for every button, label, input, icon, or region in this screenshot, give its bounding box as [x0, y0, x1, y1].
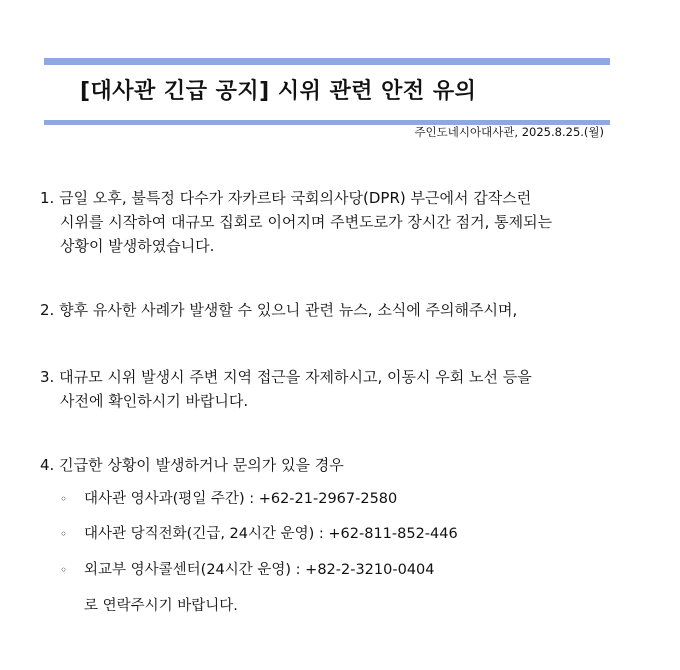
- paragraph-1-text-1: 금일 오후, 불특정 다수가 자카르타 국회의사당(DPR) 부근에서 갑작스런: [59, 189, 532, 207]
- contact-text: 대사관 영사과(평일 주간) : +62-21-2967-2580: [84, 491, 398, 507]
- paragraph-3: [40, 365, 644, 413]
- paragraph-4-number: 4.: [40, 456, 55, 474]
- paragraph-1-line-3: 상황이 발생하였습니다.: [60, 237, 215, 255]
- paragraph-2-text-1: 향후 유사한 사례가 발생할 수 있으니 관련 뉴스, 소식에 주의해주시며,: [59, 301, 518, 319]
- paragraph-1-line-1: [40, 186, 644, 210]
- paragraph-3-text-1: 대규모 시위 발생시 주변 지역 접근을 자제하시고, 이동시 우회 노선 등을: [59, 368, 532, 386]
- contact-text: 외교부 영사콜센터(24시간 운영) : +82-2-3210-0404: [84, 562, 435, 578]
- contact-item-duty-phone: [60, 522, 458, 543]
- paragraph-2: [40, 298, 644, 322]
- paragraph-4-line-1: [40, 453, 644, 477]
- paragraph-3-line-1: [40, 365, 644, 389]
- paragraph-1: [40, 186, 644, 258]
- paragraph-2-line-1: [40, 298, 644, 322]
- bullet-icon: ◦: [60, 563, 68, 577]
- paragraph-4-text-1: 긴급한 상황이 발생하거나 문의가 있을 경우: [59, 456, 344, 474]
- bullet-icon: ◦: [60, 527, 68, 541]
- top-divider: [44, 58, 610, 65]
- contact-item-call-center: [60, 558, 435, 579]
- paragraph-2-number: 2.: [40, 301, 55, 319]
- bullet-icon: ◦: [60, 492, 68, 506]
- paragraph-1-number: 1.: [40, 189, 55, 207]
- contact-text: 대사관 당직전화(긴급, 24시간 운영) : +62-811-852-446: [84, 526, 458, 542]
- paragraph-1-line-2: 시위를 시작하여 대규모 집회로 이어지며 주변도로가 장시간 점거, 통제되는: [60, 213, 553, 231]
- paragraph-3-number: 3.: [40, 368, 55, 386]
- notice-title: [대사관 긴급 공지] 시위 관련 안전 유의: [80, 79, 477, 104]
- issuer-date: 주인도네시아대사관, 2025.8.25.(월): [414, 125, 604, 139]
- paragraph-4: [40, 453, 644, 477]
- contact-item-consular: [60, 487, 397, 508]
- closing-text: 로 연락주시기 바랍니다.: [84, 598, 238, 614]
- paragraph-3-line-2: 사전에 확인하시기 바랍니다.: [60, 392, 249, 410]
